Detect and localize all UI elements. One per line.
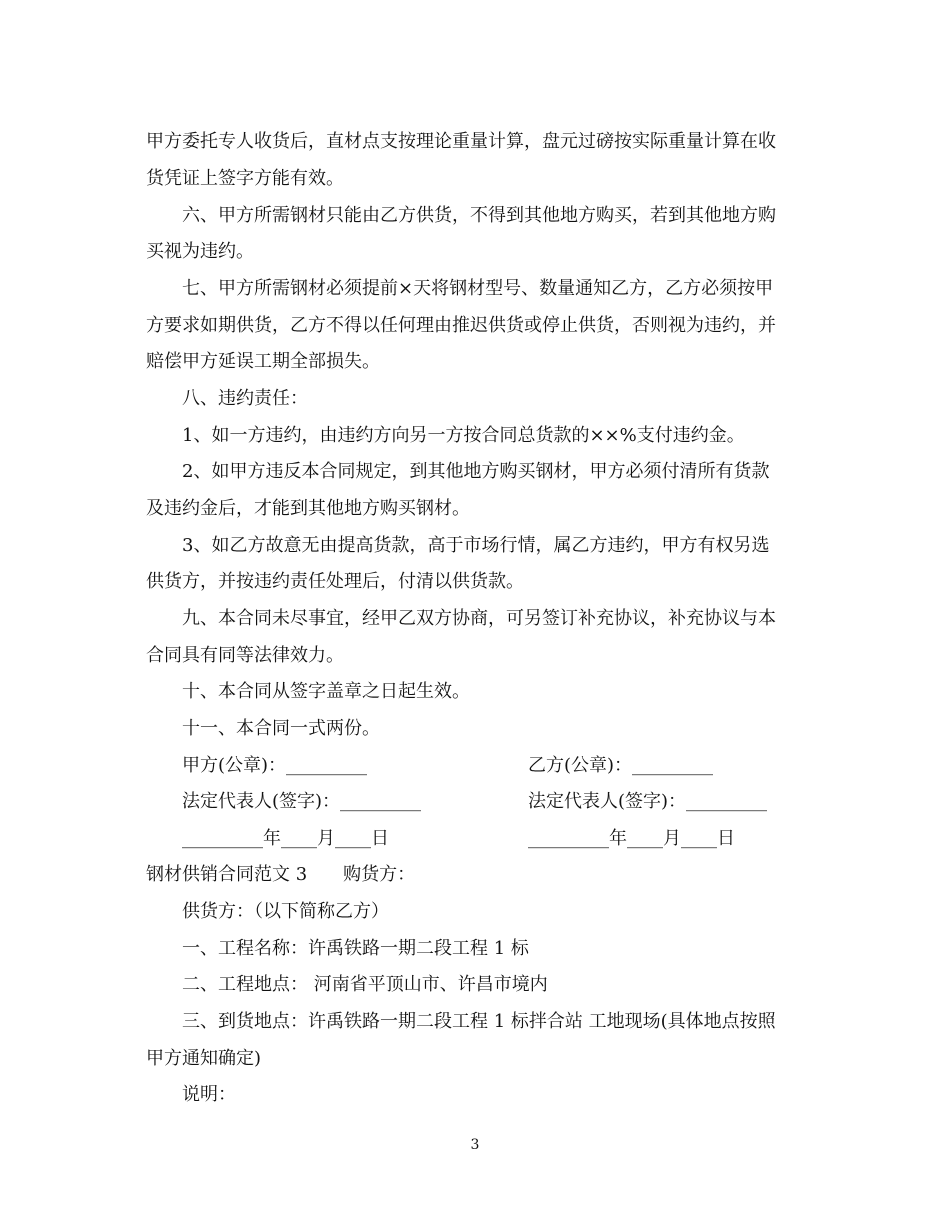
liability-item-1: 1、如一方违约，由违约方向另一方按合同总货款的××%支付违约金。 [182, 425, 745, 446]
party-a-seal: 甲方(公章)：_________ [182, 755, 368, 776]
party-a-representative: 法定代表人(签字)：_________ [182, 791, 422, 812]
delivery-location: 三、到货地点：许禹铁路一期二段工程 1 标拌合站 工地现场(具体地点按照 [182, 1011, 776, 1032]
paragraph-line: 合同具有同等法律效力。 [146, 645, 344, 666]
paragraph-line: 买视为违约。 [146, 241, 254, 262]
paragraph-line: 货凭证上签字方能有效。 [146, 168, 344, 189]
project-name: 一、工程名称：许禹铁路一期二段工程 1 标 [182, 938, 529, 959]
paragraph-line: 甲方通知确定) [146, 1048, 262, 1069]
paragraph-line: 方要求如期供货，乙方不得以任何理由推迟供货或停止供货，否则视为违约，并 [146, 315, 776, 336]
clause-nine: 九、本合同未尽事宜，经甲乙双方协商，可另签订补充协议，补充协议与本 [182, 608, 776, 629]
section-heading: 钢材供销合同范文 3 购货方： [146, 864, 416, 885]
paragraph-line: 赔偿甲方延误工期全部损失。 [146, 351, 380, 372]
liability-item-2: 2、如甲方违反本合同规定，到其他地方购买钢材，甲方必须付清所有货款 [182, 461, 770, 482]
clause-eight-heading: 八、违约责任： [182, 388, 308, 409]
party-b-representative: 法定代表人(签字)：_________ [528, 791, 768, 812]
clause-eleven: 十一、本合同一式两份。 [182, 718, 380, 739]
paragraph-line: 及违约金后，才能到其他地方购买钢材。 [146, 498, 470, 519]
party-a-date: _________年____月____日 [182, 828, 389, 849]
paragraph-line: 甲方委托专人收货后，直材点支按理论重量计算，盘元过磅按实际重量计算在收 [146, 131, 776, 152]
project-location: 二、工程地点： 河南省平顶山市、许昌市境内 [182, 974, 548, 995]
party-b-seal: 乙方(公章)：_________ [528, 755, 714, 776]
clause-seven: 七、甲方所需钢材必须提前×天将钢材型号、数量通知乙方，乙方必须按甲 [182, 278, 774, 299]
party-b-date: _________年____月____日 [528, 828, 735, 849]
liability-item-3: 3、如乙方故意无由提高货款，高于市场行情，属乙方违约，甲方有权另选 [182, 535, 770, 556]
clause-ten: 十、本合同从签字盖章之日起生效。 [182, 681, 470, 702]
page-number: 3 [470, 1137, 480, 1153]
supplier-line: 供货方：（以下简称乙方） [182, 901, 389, 922]
clause-six: 六、甲方所需钢材只能由乙方供货，不得到其他地方购买，若到其他地方购 [182, 205, 776, 226]
paragraph-line: 供货方，并按违约责任处理后，付清以供货款。 [146, 571, 524, 592]
note-label: 说明： [182, 1084, 236, 1105]
